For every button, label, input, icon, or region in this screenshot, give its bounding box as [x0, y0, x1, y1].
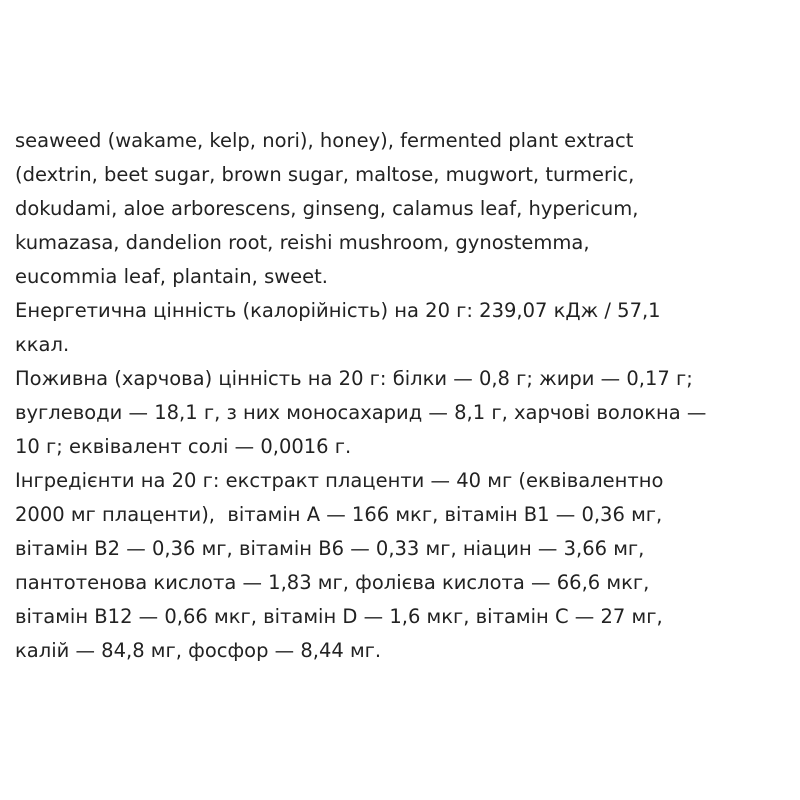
text-line-ingredients-3: dokudami, aloe arborescens, ginseng, calamus leaf, hypericum, [15, 197, 639, 220]
text-line-nutrition-3: 10 г; еквівалент солі — 0,0016 г. [15, 435, 352, 458]
text-line-ingredients-4: kumazasa, dandelion root, reishi mushroom, gynostemma, [15, 231, 590, 254]
text-line-energy-value-2: ккал. [15, 333, 70, 356]
text-line-active-ingredients-3: вітамін В2 — 0,36 мг, вітамін В6 — 0,33 мг, ніацин — 3,66 мг, [15, 537, 645, 560]
text-line-active-ingredients-1: Інгредієнти на 20 г: екстракт плаценти — 40 мг (еквівалентно [15, 469, 664, 492]
text-line-nutrition-2: вуглеводи — 18,1 г, з них моносахарид — 8,1 г, харчові волокна — [15, 401, 707, 424]
text-line-ingredients-2: (dextrin, beet sugar, brown sugar, maltose, mugwort, turmeric, [15, 163, 635, 186]
text-line-ingredients-5: eucommia leaf, plantain, sweet. [15, 265, 329, 288]
text-line-active-ingredients-6: калій — 84,8 мг, фосфор — 8,44 мг. [15, 639, 382, 662]
product-composition-text [15, 124, 797, 668]
text-line-active-ingredients-5: вітамін В12 — 0,66 мкг, вітамін D — 1,6 мкг, вітамін С — 27 мг, [15, 605, 663, 628]
text-line-ingredients-1: seaweed (wakame, kelp, nori), honey), fermented plant extract [15, 129, 634, 152]
text-line-energy-value-1: Енергетична цінність (калорійність) на 20 г: 239,07 кДж / 57,1 [15, 299, 661, 322]
text-line-active-ingredients-2: 2000 мг плаценти), вітамін А — 166 мкг, вітамін В1 — 0,36 мг, [15, 503, 663, 526]
text-line-active-ingredients-4: пантотенова кислота — 1,83 мг, фолієва кислота — 66,6 мкг, [15, 571, 650, 594]
text-line-nutrition-1: Поживна (харчова) цінність на 20 г: білки — 0,8 г; жири — 0,17 г; [15, 367, 693, 390]
